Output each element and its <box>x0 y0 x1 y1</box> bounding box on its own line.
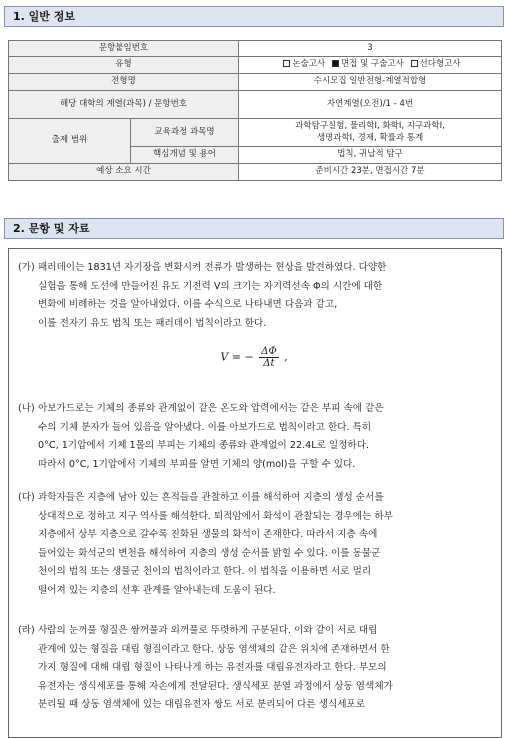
question-number-value: 3 <box>239 41 502 57</box>
admission-label: 전형명 <box>9 74 239 91</box>
admission-value: 수시모집 일반전형-계열적합형 <box>239 74 502 91</box>
option-essay-label: 논술고사 <box>292 59 326 70</box>
passage-na-line4: 따라서 0°C, 1기압에서 기체의 부피를 알면 기체의 양(mol)을 구할 수 있다. <box>38 458 356 470</box>
department-label: 해당 대학의 계열(과목) / 문항번호 <box>9 91 239 119</box>
row-time <box>9 164 502 181</box>
curriculum-value-line2: 생명과학Ⅰ, 경제, 확률과 통계 <box>316 132 424 143</box>
question-number-label: 문항붙임번호 <box>9 41 239 57</box>
passage-ga <box>18 259 494 333</box>
type-options <box>239 57 502 74</box>
type-label: 유형 <box>9 57 239 74</box>
formula-lhs: V = − <box>220 350 254 364</box>
option-interview-label: 면접 및 구술고사 <box>340 59 404 70</box>
formula-fraction <box>259 346 278 369</box>
section-header-questions: 2. 문항 및 자료 <box>4 218 504 239</box>
passage-na-label: (나) <box>18 403 35 414</box>
option-multiple-choice-label: 선다형고사 <box>419 59 461 70</box>
passage-ra <box>18 622 494 715</box>
passage-ra-label: (라) <box>18 625 35 636</box>
passage-da-label: (다) <box>18 492 35 503</box>
passage-ga-line4: 이를 전자기 유도 법칙 또는 패러데이 법칙이라고 한다. <box>38 317 267 329</box>
passage-da-line2: 상대적으로 정하고 지구 역사를 해석한다. 퇴적암에서 화석이 관찰되는 경우에는 하부 <box>38 510 393 522</box>
faraday-formula <box>0 346 508 369</box>
passage-na-line2: 수의 기체 분자가 들어 있음을 알아냈다. 이를 아보가드로 법칙이라고 한다. 특히 <box>38 421 372 433</box>
checkbox-interview <box>332 60 339 67</box>
formula-tail: , <box>284 350 288 364</box>
passage-na-line3: 0°C, 1기압에서 기체 1몰의 부피는 기체의 종류와 관계없이 22.4L로 일정하다. <box>38 440 370 451</box>
section-header-general-info: 1. 일반 정보 <box>4 6 504 27</box>
general-info-table <box>8 40 502 181</box>
passage-ga-line2: 실험을 통해 도선에 만들어진 유도 기전력 V의 크기는 자기력선속 Φ의 시간에 대한 <box>38 280 383 292</box>
department-value: 자연계열(오전)/1 - 4번 <box>239 91 502 119</box>
passage-ga-line3: 변화에 비례하는 것을 알아내었다. 이를 수식으로 나타내면 다음과 같고, <box>38 299 338 310</box>
passage-da-line3: 지층에서 상부 지층으로 갈수록 진화된 생물의 화석이 존재한다. 따라서 지층 속에 <box>38 529 378 540</box>
curriculum-value <box>239 119 502 147</box>
row-curriculum <box>9 119 502 147</box>
passage-da-line4: 들어있는 화석군의 변천을 해석하여 지층의 생성 순서를 밝힐 수 있다. 이를 동물군 <box>38 547 381 559</box>
passage-na-line1: (나) 아보가드로는 기체의 종류와 관계없이 같은 온도와 압력에서는 같은 부피 속에 같은 <box>18 400 494 419</box>
time-value: 준비시간 23분, 면접시간 7분 <box>239 164 502 181</box>
formula-numerator: ΔΦ <box>261 346 277 357</box>
passage-ra-line5: 분리될 때 상동 염색체에 있는 대립유전자 쌍도 서로 분리되어 다른 생식세포로 <box>38 699 366 710</box>
checkbox-essay <box>283 60 290 67</box>
concept-label: 핵심개념 및 용어 <box>131 147 239 164</box>
concept-value: 법칙, 귀납적 탐구 <box>239 147 502 164</box>
passage-da-line1: (다) 과학자들은 지층에 남아 있는 흔적들을 관찰하고 이를 해석하여 지층의 생성 순서를 <box>18 489 494 508</box>
passage-ga-label: (가) <box>18 262 35 273</box>
formula-denominator: Δt <box>263 358 275 369</box>
passage-ra-line1: (라) 사람의 눈꺼풀 형질은 쌍꺼풀과 외꺼풀로 뚜렷하게 구분된다. 이와 같이 서로 대립 <box>18 622 494 641</box>
passage-ra-line4: 유전자는 생식세포를 통해 자손에게 전달된다. 생식세포 분열 과정에서 상동 염색체가 <box>38 680 393 692</box>
passage-ra-line3: 가지 형질에 대해 대립 형질이 나타나게 하는 유전자를 대립유전자라고 한다. 부모의 <box>38 662 387 673</box>
passage-da-line6: 떨어져 있는 지층의 선후 관계를 알아내는데 도움이 된다. <box>38 584 276 596</box>
passage-da <box>18 489 494 600</box>
curriculum-label: 교육과정 과목명 <box>131 119 239 147</box>
passage-na <box>18 400 494 474</box>
row-admission <box>9 74 502 91</box>
passage-ga-line1: (가) 패러데이는 1831년 자기장을 변화시켜 전류가 발생하는 현상을 발견하였다. 다양한 <box>18 259 494 278</box>
row-department <box>9 91 502 119</box>
checkbox-multiple-choice <box>411 60 418 67</box>
scope-label: 출제 범위 <box>9 119 131 164</box>
time-label: 예상 소요 시간 <box>9 164 239 181</box>
passage-ra-line2: 관계에 있는 형질을 대립 형질이라고 한다. 상동 염색체의 같은 위치에 존재하면서 한 <box>38 643 390 655</box>
row-type <box>9 57 502 74</box>
row-question-number <box>9 41 502 57</box>
curriculum-value-line1: 과학탐구실험, 물리학Ⅰ, 화학Ⅰ, 지구과학Ⅰ, <box>295 121 445 132</box>
passage-da-line5: 천이의 법칙 또는 생물군 천이의 법칙이라고 한다. 이 법칙을 이용하면 서로 멀리 <box>38 566 372 577</box>
